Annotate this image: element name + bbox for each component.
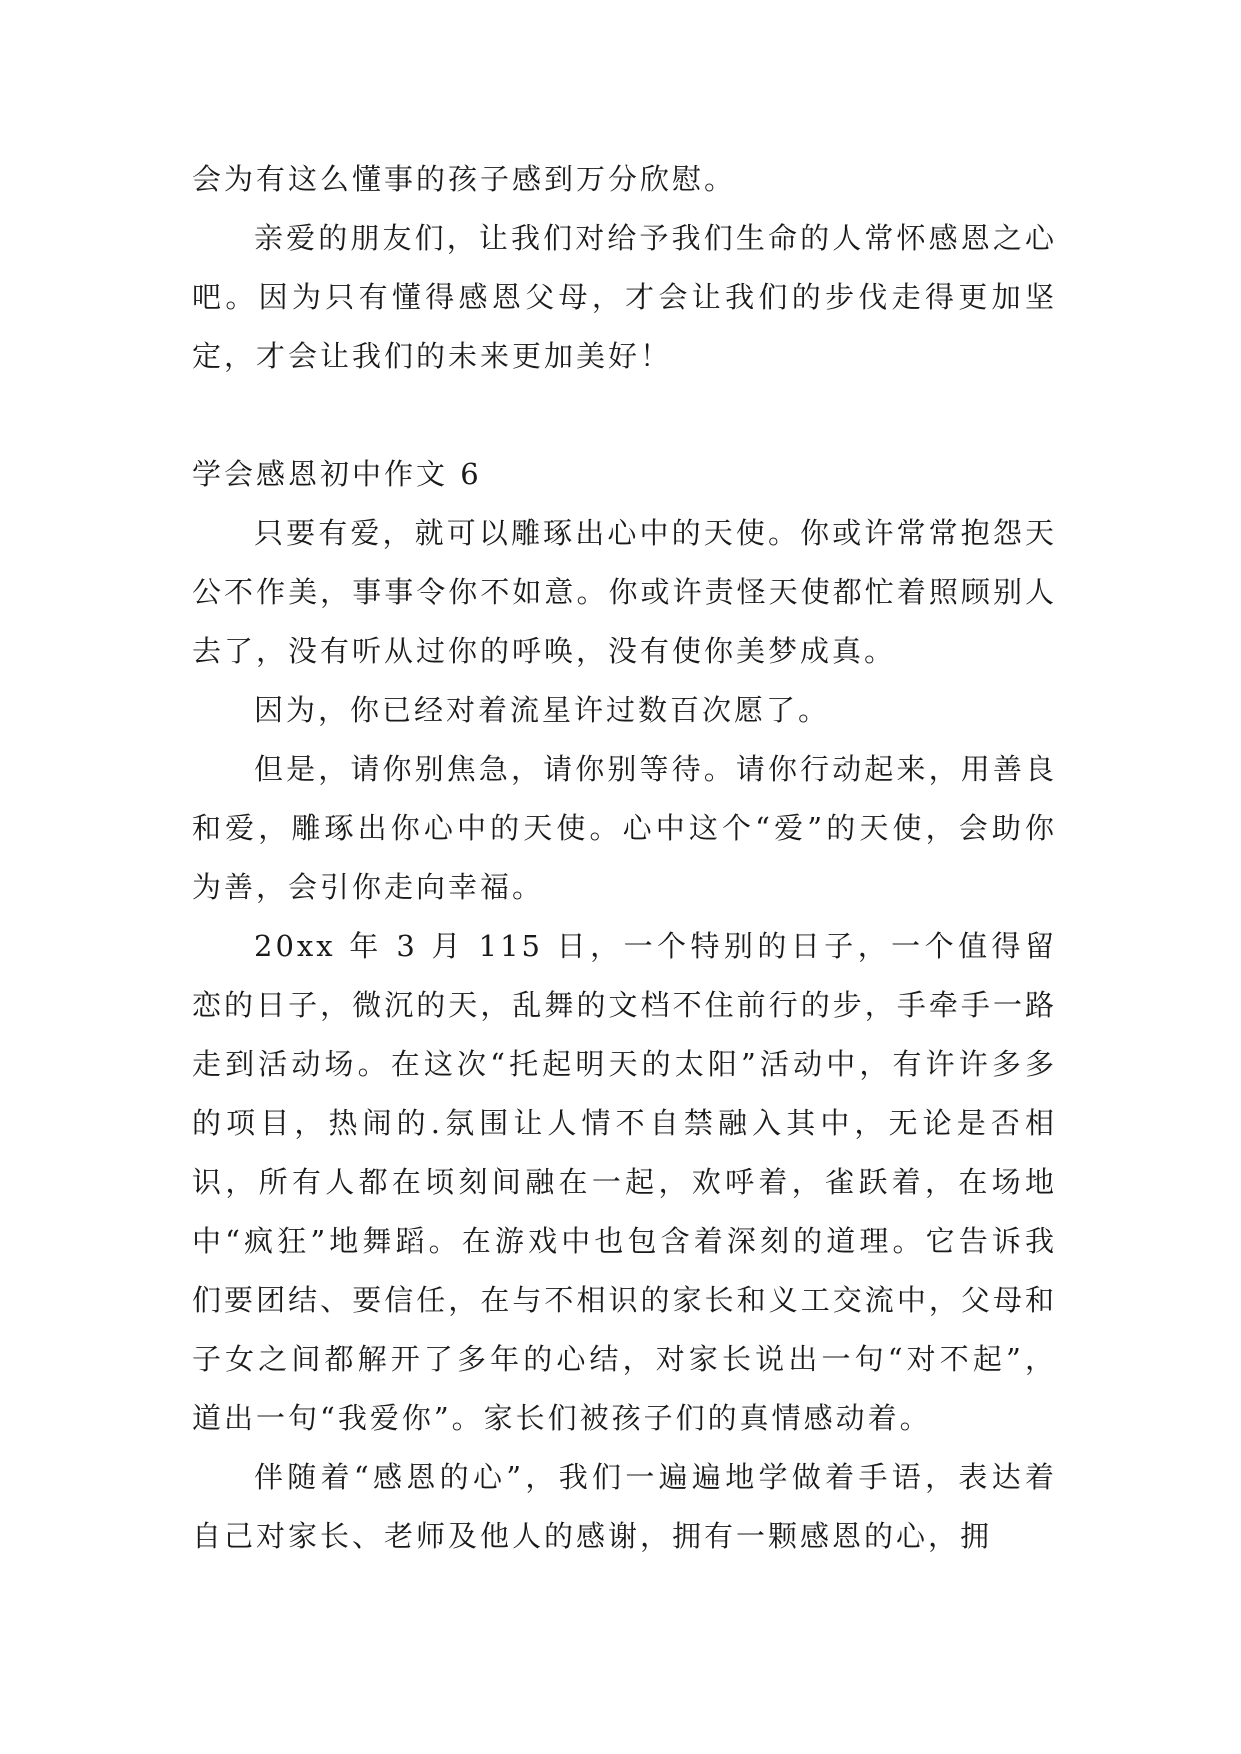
paragraph: 会为有这么懂事的孩子感到万分欣慰。 [192, 162, 737, 196]
paragraph: 但是，请你别焦急，请你别等待。请你行动起来，用善良和爱，雕琢出你心中的天使。心中这个“爱”的天使，会助你为善，会引你走向幸福。 [192, 752, 1057, 904]
paragraph: 伴随着“感恩的心”，我们一遍遍地学做着手语，表达着自己对家长、老师及他人的感谢，拥有一颗感恩的心，拥 [192, 1460, 1057, 1553]
paragraph: 20xx 年 3 月 115 日，一个特别的日子，一个值得留恋的日子，微沉的天，乱舞的文档不住前行的步，手牵手一路走到活动场。在这次“托起明天的太阳”活动中，有许许多多的项目，热闹的.氛围让人情不自禁融入其中，无论是否相识，所有人都在顷刻间融在一起，欢呼着，雀跃着，在场地中“疯狂”地舞蹈。在游戏中也包含着深刻的道理。它告诉我们要团结、要信任，在与不相识的家长和义工交流中，父母和子女之间都解开了多年的心结，对家长说出一句“对不起”，道出一句“我爱你”。家长们被孩子们的真情感动着。 [192, 929, 1057, 1435]
paragraph: 因为，你已经对着流星许过数百次愿了。 [254, 693, 831, 727]
paragraph: 只要有爱，就可以雕琢出心中的天使。你或许常常抱怨天公不作美，事事令你不如意。你或许责怪天使都忙着照顾别人去了，没有听从过你的呼唤，没有使你美梦成真。 [192, 516, 1057, 668]
paragraph: 亲爱的朋友们，让我们对给予我们生命的人常怀感恩之心吧。因为只有懂得感恩父母，才会让我们的步伐走得更加坚定，才会让我们的未来更加美好！ [192, 221, 1057, 373]
document-body [192, 150, 1057, 1566]
section-title: 学会感恩初中作文 6 [192, 457, 482, 491]
